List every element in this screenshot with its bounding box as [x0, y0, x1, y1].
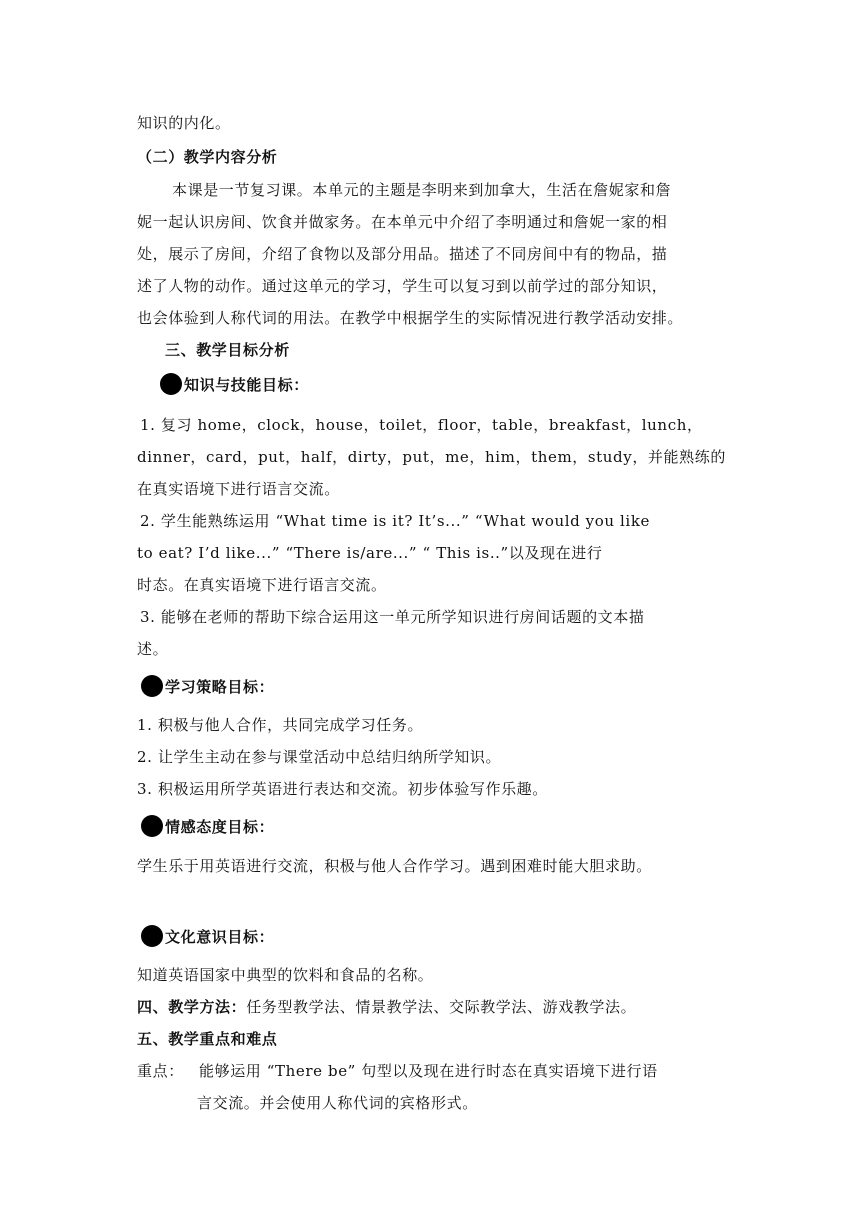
bullet-icon: [141, 815, 163, 837]
paragraph-line: 述了人物的动作。通过这单元的学习，学生可以复习到以前学过的部分知识，: [137, 277, 668, 295]
paragraph-line: 妮一起认识房间、饮食并做家务。在本单元中介绍了李明通过和詹妮一家的相: [137, 213, 668, 231]
list-item: 2. 学生能熟练运用 “What time is it? It’s...” “What would you like: [140, 512, 650, 530]
section-heading: （二）教学内容分析: [137, 148, 278, 166]
bullet-icon: [160, 373, 182, 395]
paragraph-line: 本课是一节复习课。本单元的主题是李明来到加拿大，生活在詹妮家和詹: [172, 181, 672, 199]
bullet-icon: [141, 925, 163, 947]
goal-heading: 学习策略目标：: [141, 675, 274, 697]
list-item: 在真实语境下进行语言交流。: [137, 480, 340, 498]
list-item: 时态。在真实语境下进行语言交流。: [137, 576, 387, 594]
paragraph-line: 学生乐于用英语进行交流，积极与他人合作学习。遇到困难时能大胆求助。: [137, 857, 652, 875]
text-line: 知识的内化。: [137, 114, 231, 132]
goal-heading: 情感态度目标：: [141, 815, 274, 837]
list-item: 2. 让学生主动在参与课堂活动中总结归纳所学知识。: [137, 748, 502, 766]
list-item: 3. 积极运用所学英语进行表达和交流。初步体验写作乐趣。: [137, 780, 548, 798]
paragraph-line: 处，展示了房间，介绍了食物以及部分用品。描述了不同房间中有的物品，描: [137, 245, 668, 263]
goal-heading: 知识与技能目标：: [160, 373, 309, 395]
goal-heading: 文化意识目标：: [141, 925, 274, 947]
key-point-label: 重点：: [137, 1062, 184, 1080]
section-heading: 三、教学目标分析: [165, 341, 290, 359]
list-item: dinner，card，put，half，dirty，put，me，him，them，study，并能熟练的: [137, 448, 726, 466]
bullet-icon: [141, 675, 163, 697]
key-point-text: 能够运用 “There be” 句型以及现在进行时态在真实语境下进行语: [199, 1062, 658, 1080]
key-point-text: 言交流。并会使用人称代词的宾格形式。: [197, 1094, 478, 1112]
paragraph-line: 也会体验到人称代词的用法。在教学中根据学生的实际情况进行教学活动安排。: [137, 309, 684, 327]
list-item: 1. 积极与他人合作，共同完成学习任务。: [137, 716, 424, 734]
list-item: 述。: [137, 640, 169, 658]
section-heading: 五、教学重点和难点: [137, 1030, 278, 1048]
list-item: 1. 复习 home，clock，house，toilet，floor，table，breakfast，lunch，: [140, 416, 703, 434]
list-item: 3. 能够在老师的帮助下综合运用这一单元所学知识进行房间话题的文本描: [140, 608, 645, 626]
list-item: to eat? I’d like...” “There is/are...” “ This is..”以及现在进行: [137, 544, 603, 562]
paragraph-line: 知道英语国家中典型的饮料和食品的名称。: [137, 966, 434, 984]
section-heading: 四、教学方法：任务型教学法、情景教学法、交际教学法、游戏教学法。: [137, 998, 637, 1016]
